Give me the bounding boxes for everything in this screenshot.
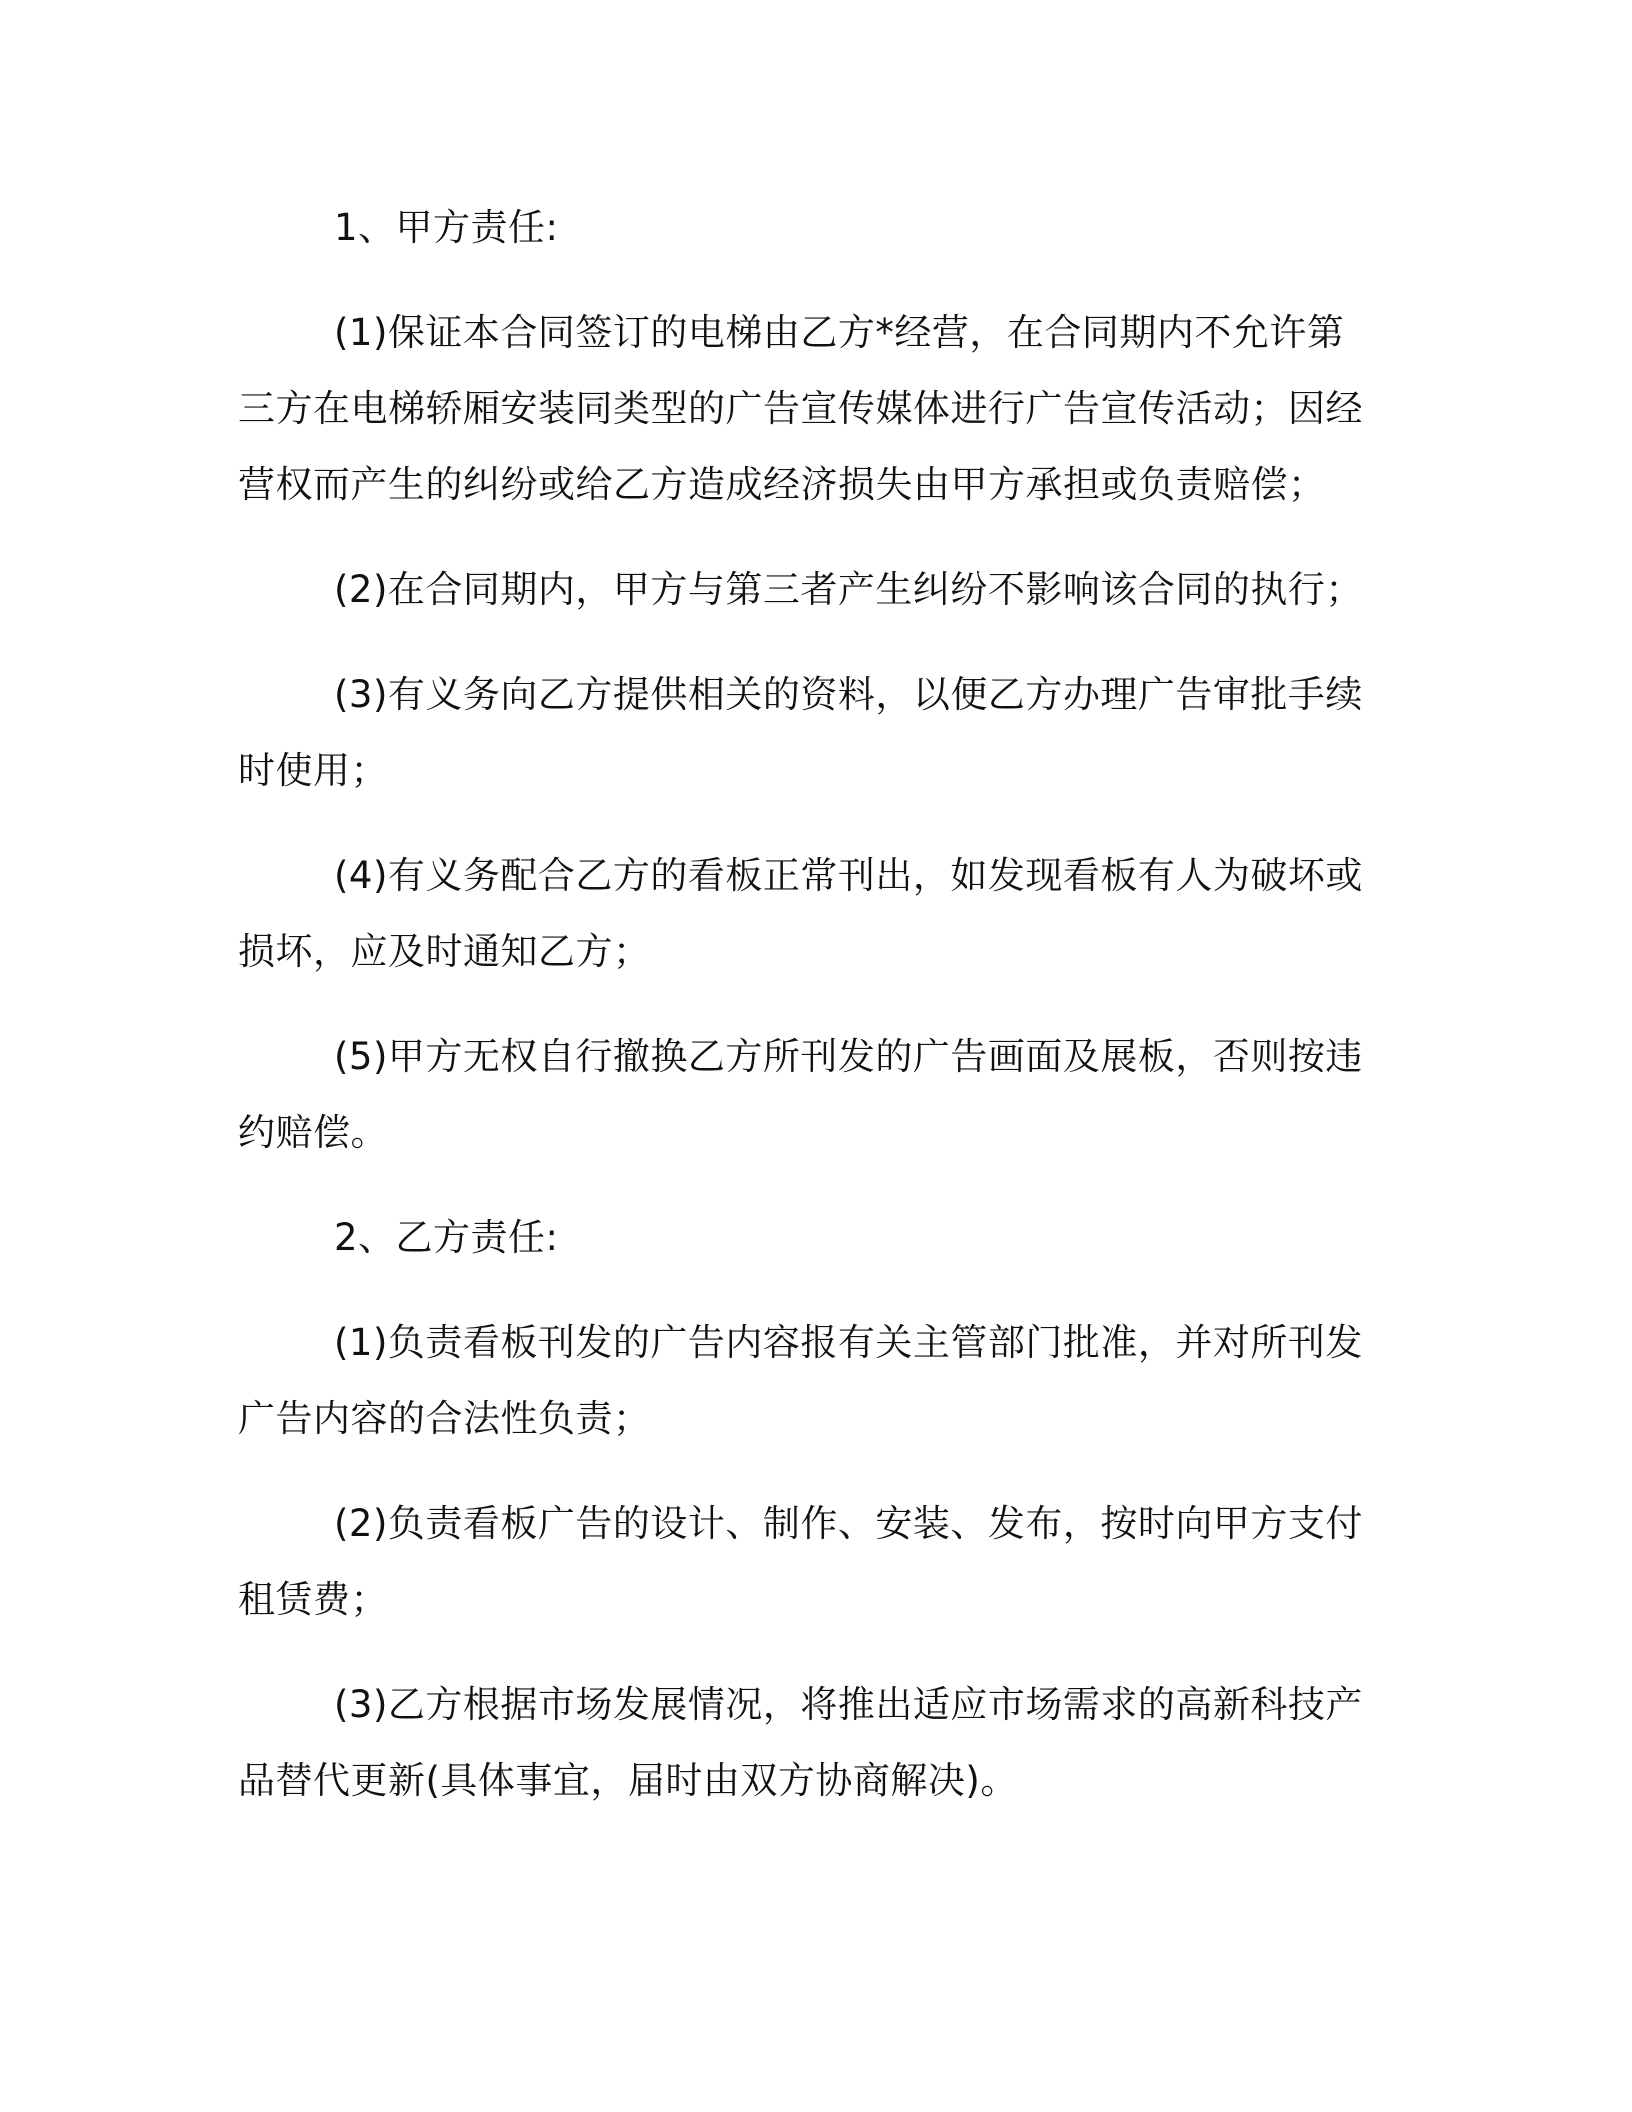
party-b-clause-2: (2)负责看板广告的设计、制作、安装、发布，按时向甲方支付租赁费； bbox=[238, 1502, 1363, 1621]
party-a-clause-1: (1)保证本合同签订的电梯由乙方*经营，在合同期内不允许第三方在电梯轿厢安装同类型的广告宣传媒体进行广告宣传活动；因经营权而产生的纠纷或给乙方造成经济损失由甲方承担或负责赔偿； bbox=[238, 311, 1363, 506]
section-heading-party-b: 2、乙方责任: bbox=[334, 1216, 559, 1259]
party-a-clause-4: (4)有义务配合乙方的看板正常刊出，如发现看板有人为破坏或损坏，应及时通知乙方； bbox=[238, 854, 1363, 973]
document-body bbox=[238, 190, 1374, 1819]
party-a-clause-5: (5)甲方无权自行撤换乙方所刊发的广告画面及展板，否则按违约赔偿。 bbox=[238, 1035, 1363, 1154]
party-a-clause-3: (3)有义务向乙方提供相关的资料，以便乙方办理广告审批手续时使用； bbox=[238, 673, 1363, 792]
party-b-clause-3: (3)乙方根据市场发展情况，将推出适应市场需求的高新科技产品替代更新(具体事宜，届时由双方协商解决)。 bbox=[238, 1683, 1363, 1802]
section-heading-party-a: 1、甲方责任: bbox=[334, 206, 559, 249]
party-a-clause-2: (2)在合同期内，甲方与第三者产生纠纷不影响该合同的执行； bbox=[334, 568, 1363, 611]
party-b-clause-1: (1)负责看板刊发的广告内容报有关主管部门批准，并对所刊发广告内容的合法性负责； bbox=[238, 1321, 1363, 1440]
